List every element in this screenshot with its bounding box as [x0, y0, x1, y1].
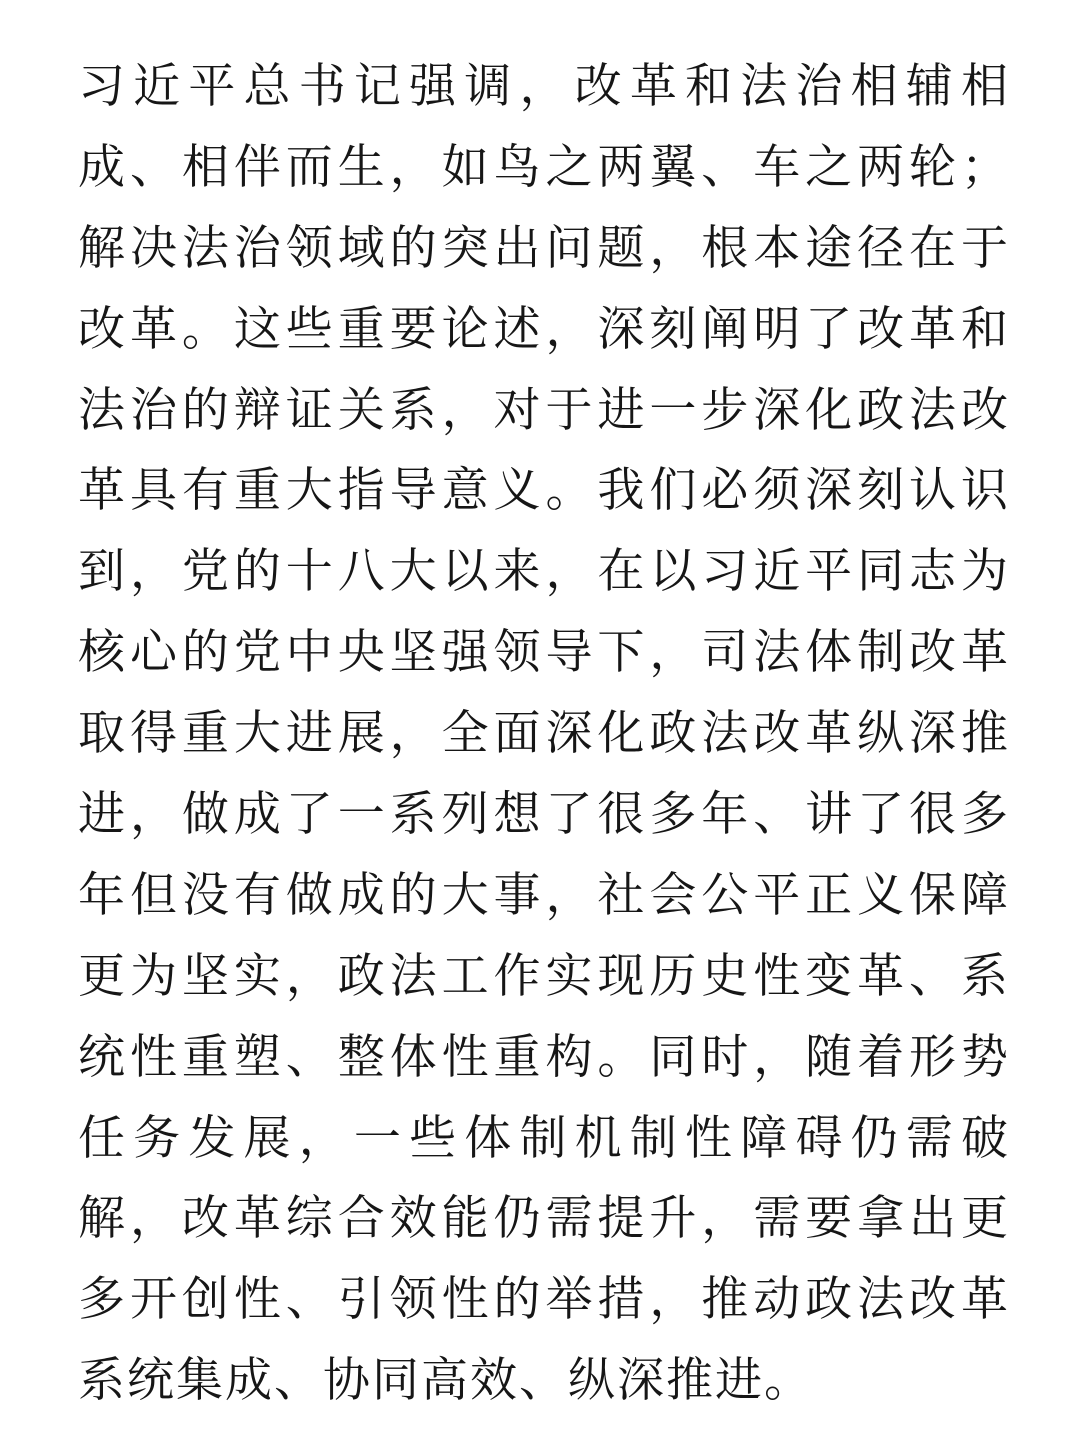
text-line: 解决法治领域的突出问题，根本途径在于 [78, 220, 1008, 276]
text-line: 年但没有做成的大事，社会公平正义保障 [78, 867, 1008, 923]
text-line: 改革。这些重要论述，深刻阐明了改革和 [78, 301, 1008, 357]
text-line: 成、相伴而生，如鸟之两翼、车之两轮； [78, 139, 1008, 195]
text-line: 解，改革综合效能仍需提升，需要拿出更 [78, 1191, 1008, 1247]
text-line: 法治的辩证关系，对于进一步深化政法改 [78, 382, 1008, 438]
text-line: 统性重塑、整体性重构。同时，随着形势 [78, 1029, 1008, 1085]
text-line: 习近平总书记强调，改革和法治相辅相 [78, 59, 1008, 114]
text-line: 革具有重大指导意义。我们必须深刻认识 [78, 463, 1008, 519]
text-line: 任务发展，一些体制机制性障碍仍需破 [78, 1110, 1008, 1166]
text-line: 进，做成了一系列想了很多年、讲了很多 [78, 787, 1008, 843]
text-line: 取得重大进展，全面深化政法改革纵深推 [78, 706, 1008, 762]
text-line: 系统集成、协同高效、纵深推进。 [78, 1353, 813, 1409]
text-line: 核心的党中央坚强领导下，司法体制改革 [78, 625, 1008, 681]
text-line: 更为坚实，政法工作实现历史性变革、系 [78, 948, 1008, 1004]
article-body [78, 47, 1008, 1422]
text-line: 多开创性、引领性的举措，推动政法改革 [78, 1272, 1008, 1328]
text-line: 到，党的十八大以来，在以习近平同志为 [78, 544, 1008, 600]
